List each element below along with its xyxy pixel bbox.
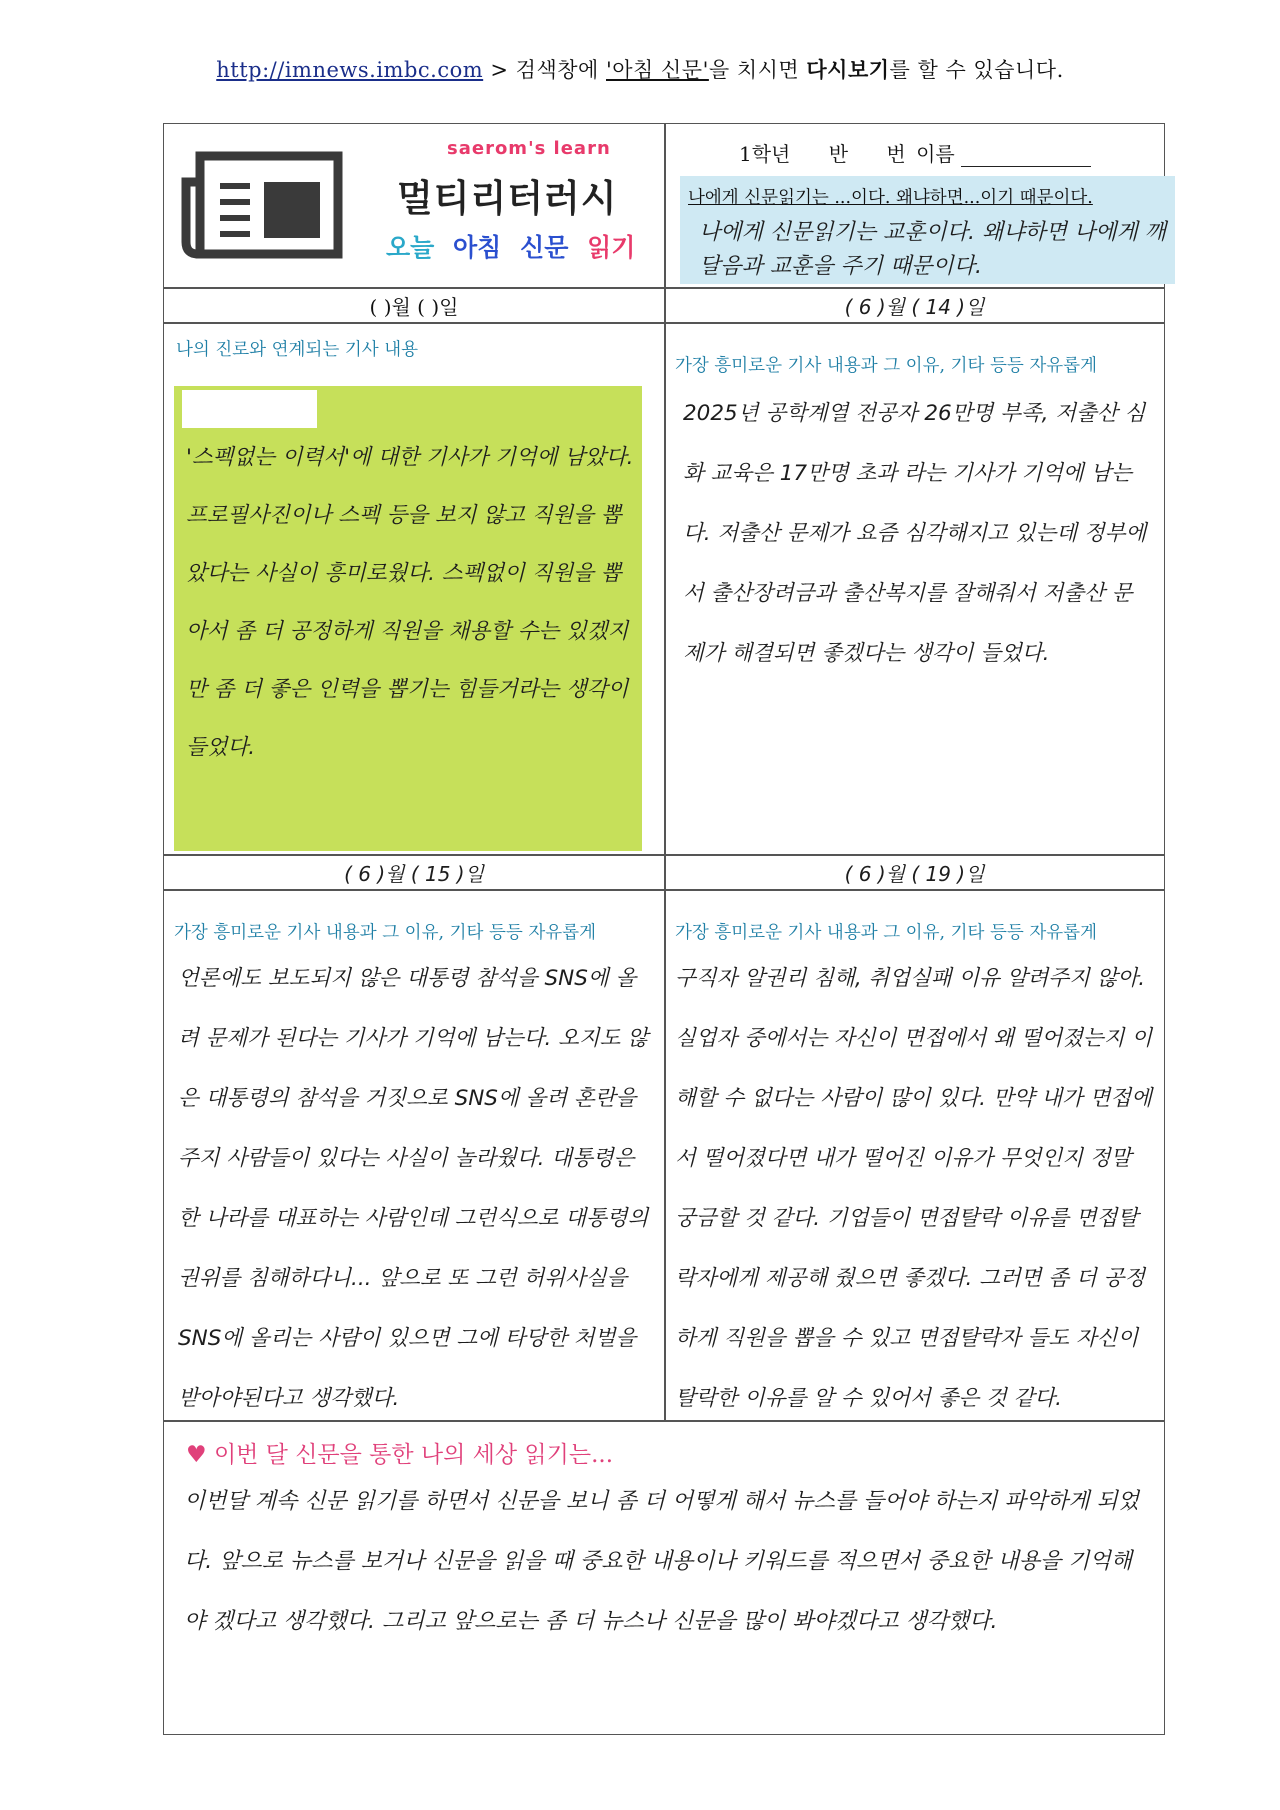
entry-date: ( )월 ( )일 xyxy=(369,295,459,319)
arrow: > xyxy=(490,58,509,82)
entry-date: ( 6 )월 ( 14 )일 xyxy=(844,295,985,319)
name-field[interactable] xyxy=(961,148,1091,167)
summary-title xyxy=(186,1436,613,1469)
site-instruction xyxy=(0,54,1280,84)
replay-word: 다시보기 xyxy=(806,57,890,82)
class-label: 반 xyxy=(828,142,849,166)
entry-label: 나의 진로와 연계되는 기사 내용 xyxy=(176,340,419,360)
brand-subtitle xyxy=(386,228,645,264)
name-label: 이름 xyxy=(916,142,955,166)
grade-label: 1학년 xyxy=(739,142,791,166)
entry-text[interactable]: 언론에도 보도되지 않은 대통령 참석을 SNS에 올려 문제가 된다는 기사가 기억에 남는다. 오지도 않은 대통령의 참석을 거짓으로 SNS에 올려 혼란을 주지 사람들이 있다는 사실이 놀라웠다. 대통령은 한 나라를 대표하는 사람인데 그런식으로 대통령의 권위를 침해하다니... 앞으로 또 그런 허위사실을 SNS에 올리는 사람이 있으면 그에 타당한 처벌을 받아야된다고 생각했다. xyxy=(178,966,649,1411)
entry-career xyxy=(164,324,664,854)
student-header xyxy=(665,124,1167,287)
subtitle-word-3: 신문 xyxy=(520,233,569,262)
instruction-suffix: 를 할 수 있습니다. xyxy=(889,58,1064,82)
entry-label: 가장 흥미로운 기사 내용과 그 이유, 기타 등등 자유롭게 xyxy=(174,923,596,943)
entry-june-15 xyxy=(164,891,664,1420)
number-label: 번 xyxy=(886,142,906,166)
instruction-prefix: 검색창에 xyxy=(515,58,599,82)
subtitle-word-1: 오늘 xyxy=(386,233,435,262)
monthly-summary xyxy=(164,1422,1164,1734)
entry-date: ( 6 )월 ( 15 )일 xyxy=(344,862,484,886)
brand-english: saerom's learn xyxy=(447,138,611,159)
prompt-question: 나에게 신문읽기는 ...이다. 왜냐하면...이기 때문이다. xyxy=(688,188,1093,208)
search-keyword: '아침 신문' xyxy=(606,58,709,82)
date-cell-4 xyxy=(665,855,1164,889)
entry-text[interactable]: 2025년 공학계열 전공자 26만명 부족, 저출산 심화 교육은 17만명 초과 라는 기사가 기억에 남는다. 저출산 문제가 요즘 심각해지고 있는데 정부에서 출산장려금과 출산복지를 잘해줘서 저출산 문제가 해결되면 좋겠다는 생각이 들었다. xyxy=(683,401,1147,666)
prompt-answer[interactable]: 나에게 신문읽기는 교훈이다. 왜냐하면 나에게 깨달음과 교훈을 주기 때문이다. xyxy=(699,220,1167,279)
subtitle-word-4: 읽기 xyxy=(587,233,636,262)
summary-text[interactable]: 이번달 계속 신문 읽기를 하면서 신문을 보니 좀 더 어떻게 해서 뉴스를 들어야 하는지 파악하게 되었다. 앞으로 뉴스를 보거나 신문을 읽을 때 중요한 내용이나 키워드를 적으면서 중요한 내용을 기억해야 겠다고 생각했다. 그리고 앞으로는 좀 더 뉴스나 신문을 많이 봐야겠다고 생각했다. xyxy=(184,1489,1139,1634)
instruction-middle: 을 치시면 xyxy=(708,58,800,82)
newspaper-icon xyxy=(178,146,348,266)
entry-label: 가장 흥미로운 기사 내용과 그 이유, 기타 등등 자유롭게 xyxy=(675,356,1097,376)
subtitle-word-2: 아침 xyxy=(453,233,502,262)
worksheet xyxy=(163,123,1165,1735)
entry-label: 가장 흥미로운 기사 내용과 그 이유, 기타 등등 자유롭게 xyxy=(675,923,1097,943)
date-cell-2 xyxy=(665,288,1164,322)
redacted-area xyxy=(182,390,317,428)
site-url[interactable]: http://imnews.imbc.com xyxy=(216,58,484,82)
date-cell-3 xyxy=(164,855,664,889)
brand-title: 멀티리터러시 xyxy=(397,177,618,220)
entry-text[interactable]: 구직자 알권리 침해, 취업실패 이유 알려주지 않아. 실업자 중에서는 자신이 면접에서 왜 떨어졌는지 이해할 수 없다는 사람이 많이 있다. 만약 내가 면접에서 떨어졌다면 내가 떨어진 이유가 무엇인지 정말 궁금할 것 같다. 기업들이 면접탈락 이유를 면접탈락자에게 제공해 줬으면 좋겠다. 그러면 좀 더 공정하게 직원을 뽑을 수 있고 면접탈락자 들도 자신이 탈락한 이유를 알 수 있어서 좋은 것 같다. xyxy=(675,966,1153,1411)
entry-date: ( 6 )월 ( 19 )일 xyxy=(844,862,985,886)
heart-icon: ♥ xyxy=(186,1442,207,1468)
student-info xyxy=(739,138,1123,167)
entry-text[interactable]: '스펙없는 이력서'에 대한 기사가 기억에 남았다. 프로필사진이나 스펙 등을 보지 않고 직원을 뽑았다는 사실이 흥미로웠다. 스펙없이 직원을 뽑아서 좀 더 공정하게 직원을 채용할 수는 있겠지만 좀 더 좋은 인력을 뽑기는 힘들거라는 생각이 들었다. xyxy=(186,445,634,760)
brand-header xyxy=(164,124,664,287)
date-cell-1 xyxy=(164,288,664,322)
summary-title-text: 이번 달 신문을 통한 나의 세상 읽기는... xyxy=(213,1442,614,1468)
entry-june-14 xyxy=(665,324,1164,854)
entry-june-19 xyxy=(665,891,1164,1420)
